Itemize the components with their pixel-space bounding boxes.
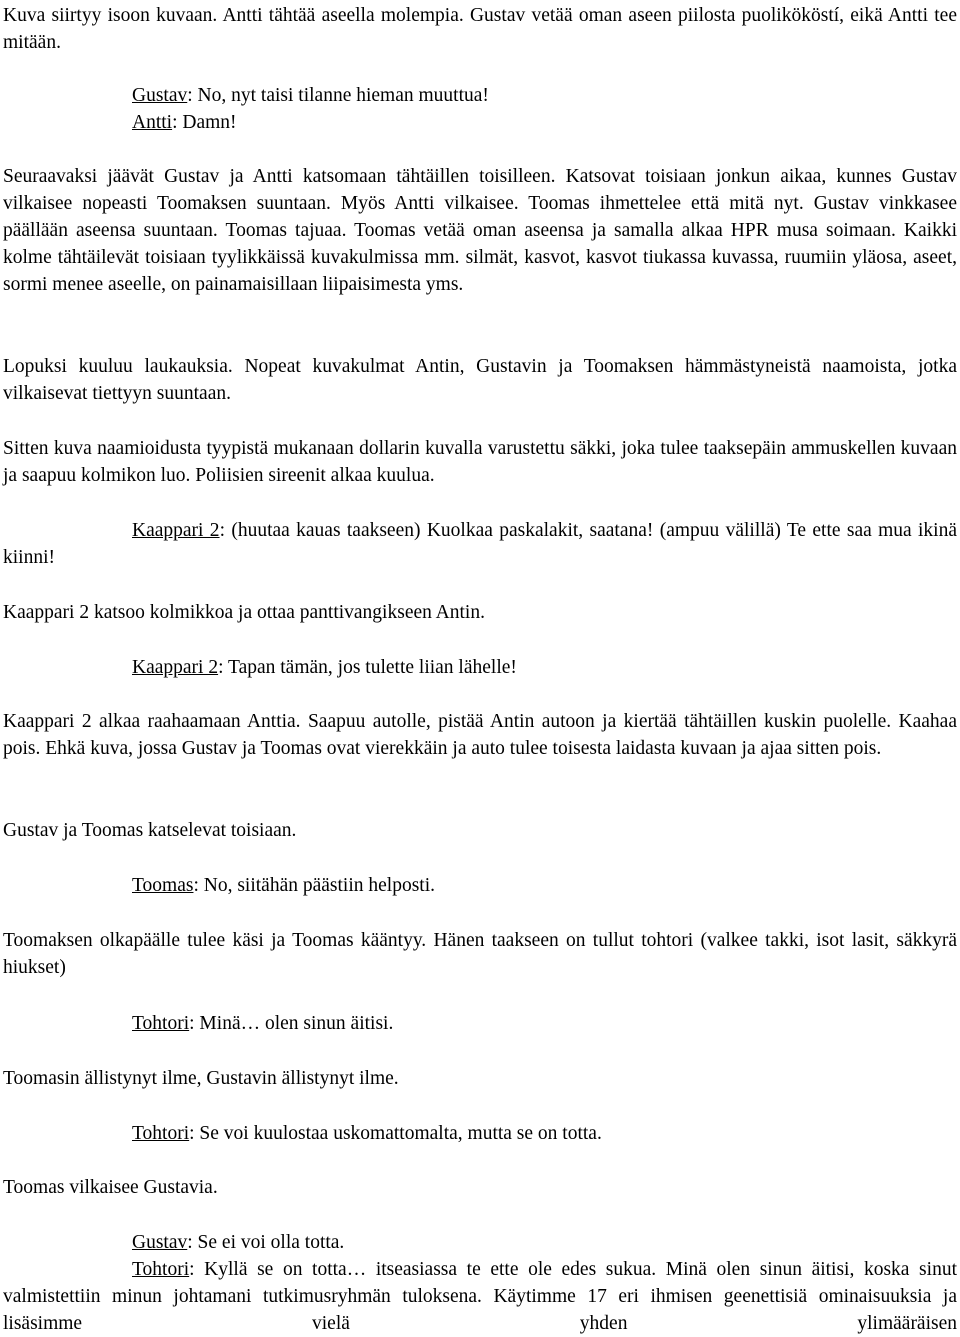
paragraph-text: Kaappari 2 katsoo kolmikkoa ja ottaa panttivangikseen Antin. xyxy=(3,602,485,623)
dialogue-line xyxy=(3,1256,957,1337)
paragraph xyxy=(3,353,957,407)
speaker-name: Gustav xyxy=(132,85,188,106)
dialogue-text: : Se voi kuulostaa uskomattomalta, mutta se on totta. xyxy=(189,1123,602,1144)
dialogue-line xyxy=(132,872,957,899)
dialogue-line xyxy=(3,517,957,571)
paragraph-text: Sitten kuva naamioidusta tyypistä mukanaan dollarin kuvalla varustettu säkki, joka tulee taaksepäin ammuskellen kuvaan ja saapuu kolmikon luo. Poliisien sireenit alkaa kuulua. xyxy=(3,438,957,486)
dialogue-text: : (huutaa kauas taakseen) Kuolkaa paskalakit, saatana! (ampuu välillä) Te ette saa mua ikinä kiinni! xyxy=(3,520,957,568)
paragraph xyxy=(3,1065,957,1092)
speaker-name: Tohtori xyxy=(132,1123,190,1144)
speaker-name: Tohtori xyxy=(132,1259,190,1280)
paragraph-text: Kuva siirtyy isoon kuvaan. Antti tähtää aseella molempia. Gustav vetää oman aseen piilosta puolikököstí, eikä Antti tee mitään. xyxy=(3,5,957,53)
paragraph xyxy=(3,2,957,56)
paragraph xyxy=(3,927,957,981)
dialogue-line xyxy=(132,1010,957,1037)
speaker-name: Kaappari 2 xyxy=(132,657,219,678)
dialogue-line xyxy=(132,654,957,681)
dialogue-text: : Damn! xyxy=(172,112,237,133)
dialogue-text: : Kyllä se on totta… itseasiassa te ette ole edes sukua. Minä olen sinun äitisi, koska sinut valmistettiin minun johtamani tutkimusryhmän tuloksena. Käytimme 17 eri ihmisen geenettisiä ominaisuuksia ja lisäsimme vielä yhden ylimääräisen xyxy=(3,1259,957,1334)
paragraph-text: Lopuksi kuuluu laukauksia. Nopeat kuvakulmat Antin, Gustavin ja Toomaksen hämmästyneistä naamoista, jotka vilkaisevat tiettyyn suuntaan. xyxy=(3,356,957,404)
paragraph xyxy=(3,708,957,762)
dialogue-text: : No, siitähän päästiin helposti. xyxy=(193,875,436,896)
speaker-name: Tohtori xyxy=(132,1013,190,1034)
paragraph-text: Kaappari 2 alkaa raahaamaan Anttia. Saapuu autolle, pistää Antin autoon ja kiertää tähtäillen kuskin puolelle. Kaahaa pois. Ehkä kuva, jossa Gustav ja Toomas ovat vierekkäin ja auto tulee toisesta laidasta kuvaan ja ajaa sitten pois. xyxy=(3,711,957,759)
paragraph xyxy=(3,435,957,489)
paragraph xyxy=(3,1174,957,1201)
dialogue-text: : Minä… olen sinun äitisi. xyxy=(189,1013,394,1034)
dialogue-text: : Tapan tämän, jos tulette liian lähelle! xyxy=(218,657,517,678)
dialogue-line xyxy=(132,82,957,109)
paragraph xyxy=(3,163,957,298)
speaker-name: Antti xyxy=(132,112,173,133)
paragraph xyxy=(3,817,957,844)
paragraph xyxy=(3,599,957,626)
dialogue-text: : Se ei voi olla totta. xyxy=(187,1232,345,1253)
paragraph-text: Gustav ja Toomas katselevat toisiaan. xyxy=(3,820,297,841)
speaker-name: Toomas xyxy=(132,875,194,896)
paragraph-text: Toomasin ällistynyt ilme, Gustavin ällistynyt ilme. xyxy=(3,1068,399,1089)
dialogue-text: : No, nyt taisi tilanne hieman muuttua! xyxy=(187,85,489,106)
speaker-name: Gustav xyxy=(132,1232,188,1253)
paragraph-text: Toomas vilkaisee Gustavia. xyxy=(3,1177,218,1198)
dialogue-line xyxy=(132,109,957,136)
dialogue-line xyxy=(132,1229,957,1256)
paragraph-text: Toomaksen olkapäälle tulee käsi ja Toomas kääntyy. Hänen taakseen on tullut tohtori (valkee takki, isot lasit, säkkyrä hiukset) xyxy=(3,930,957,978)
speaker-name: Kaappari 2 xyxy=(132,520,220,541)
paragraph-text: Seuraavaksi jäävät Gustav ja Antti katsomaan tähtäillen toisilleen. Katsovat toisiaan jonkun aikaa, kunnes Gustav vilkaisee nopeasti Toomaksen suuntaan. Myös Antti vilkaisee. Toomas ihmettelee että mitä nyt. Gustav vinkkasee päällään aseensa suuntaan. Toomas tajuaa. Toomas vetää oman aseensa ja samalla alkaa HPR musa soimaan. Kaikki kolme tähtäilevät toisiaan tyylikkäissä kuvakulmissa mm. silmät, kasvot, kasvot tiukassa kuvassa, ruumiin yläosa, aseet, sormi menee aseelle, on painamaisillaan liipaisimesta yms. xyxy=(3,166,957,295)
dialogue-line xyxy=(132,1120,957,1147)
